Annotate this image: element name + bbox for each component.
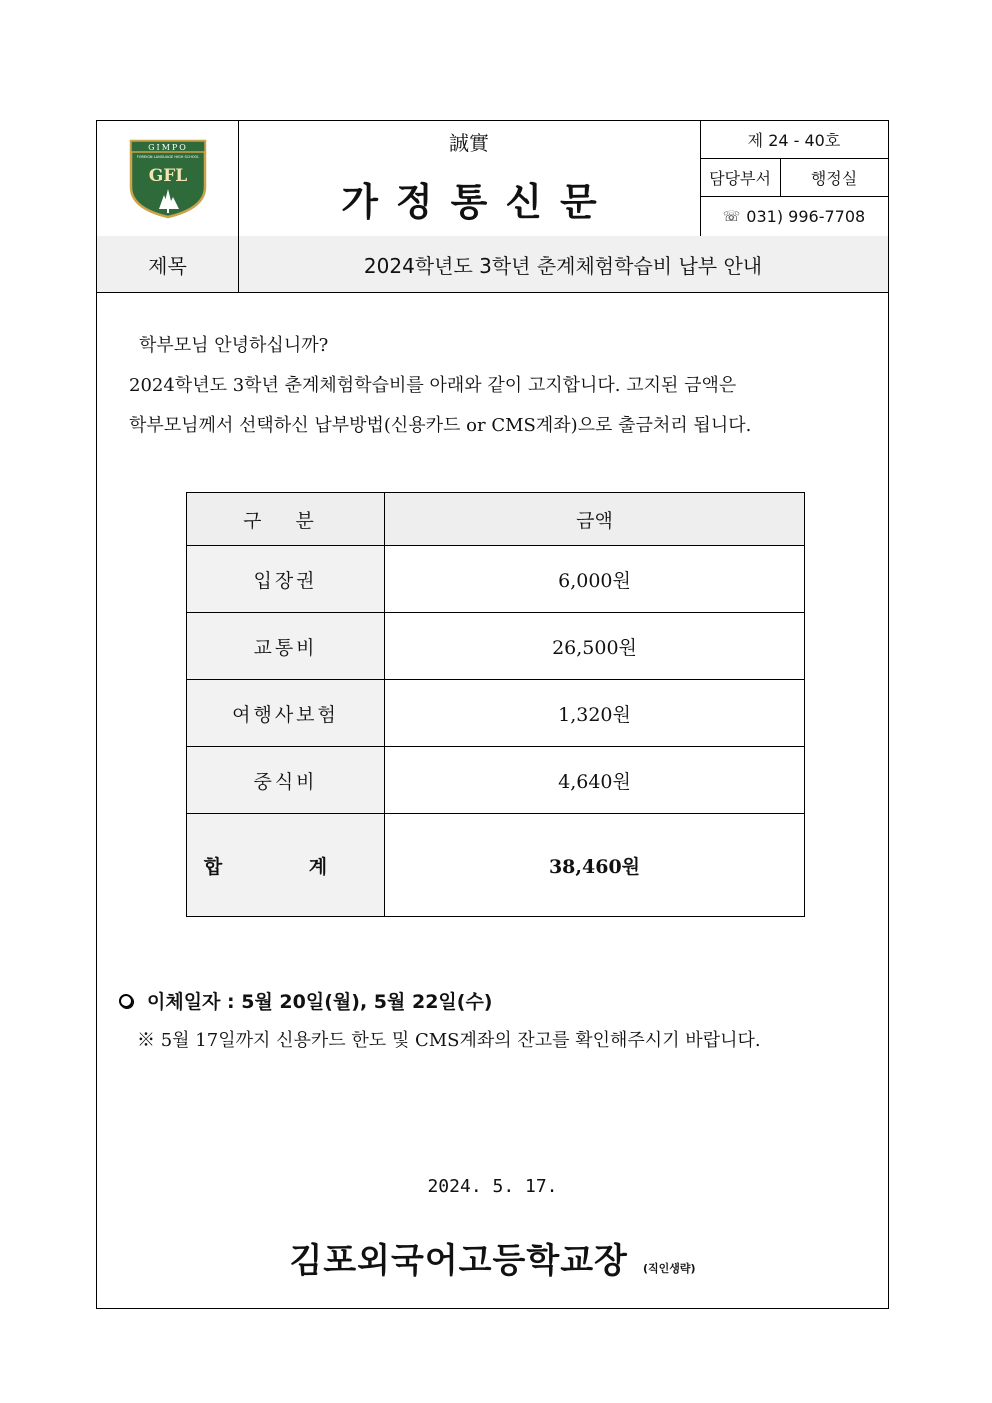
- row-amount: 4,640원: [385, 747, 805, 814]
- row-category: 여행사보험: [187, 680, 385, 747]
- logo-top-text: GIMPO: [148, 143, 188, 152]
- row-category: 교통비: [187, 613, 385, 680]
- table-row: [187, 613, 805, 680]
- transfer-date-line: [119, 987, 493, 1014]
- phone-row: [700, 197, 888, 236]
- row-category: 중식비: [187, 747, 385, 814]
- row-amount: 6,000원: [385, 546, 805, 613]
- subject-row: [97, 236, 888, 293]
- motto: 誠實: [449, 131, 489, 155]
- signature-line: [97, 1233, 888, 1282]
- fee-table-header: [187, 493, 805, 546]
- dept-value: 행정실: [810, 169, 858, 188]
- body-line-2: 2024학년도 3학년 춘계체험학습비를 아래와 같이 고지합니다. 고지된 금액은: [129, 375, 737, 396]
- table-row: [187, 747, 805, 814]
- subject-value: 2024학년도 3학년 춘계체험학습비 납부 안내: [363, 253, 763, 278]
- title-cell: [238, 121, 701, 236]
- total-row: [187, 814, 805, 917]
- subject-label: 제목: [97, 236, 239, 292]
- header-category: 구 분: [187, 493, 385, 546]
- logo-letters: GFL: [148, 166, 188, 186]
- school-logo: [97, 121, 238, 236]
- greeting: 학부모님 안녕하십니까?: [139, 335, 329, 356]
- school-principal: 김포외국어고등학교장: [289, 1241, 628, 1281]
- phone-number: 031) 996-7708: [746, 207, 866, 226]
- table-row: [187, 546, 805, 613]
- body-line-3: 학부모님께서 선택하신 납부방법(신용카드 or CMS계좌)으로 출금처리 됩니다.: [129, 415, 752, 436]
- logo-sub-text: FOREIGN LANGUAGE HIGH SCHOOL: [136, 155, 200, 159]
- row-category: 입장권: [187, 546, 385, 613]
- issue-number: 제 24 - 40호: [700, 121, 888, 159]
- bullet-circle-icon: [119, 994, 133, 1008]
- dept-row: [700, 159, 888, 197]
- row-amount: 26,500원: [385, 613, 805, 680]
- header: [97, 121, 888, 237]
- total-amount: 38,460원: [385, 814, 805, 917]
- total-label: 합 계: [187, 814, 385, 917]
- info-cell: [700, 121, 888, 236]
- issue-date: 2024. 5. 17.: [427, 1176, 558, 1197]
- paper-title: 가정통신문: [341, 180, 615, 224]
- seal-note: (직인생략): [642, 1262, 696, 1275]
- telephone-icon: ☏: [722, 208, 741, 225]
- logo-cell: [97, 121, 239, 236]
- row-amount: 1,320원: [385, 680, 805, 747]
- transfer-note: ※ 5월 17일까지 신용카드 한도 및 CMS계좌의 잔고를 확인해주시기 바랍니다.: [137, 1030, 761, 1051]
- notice-frame: [96, 120, 889, 1309]
- fee-table: [186, 492, 805, 917]
- header-amount: 금액: [385, 493, 805, 546]
- transfer-date: 이체일자 : 5월 20일(월), 5월 22일(수): [147, 991, 493, 1013]
- table-row: [187, 680, 805, 747]
- dept-label: 담당부서: [700, 159, 781, 196]
